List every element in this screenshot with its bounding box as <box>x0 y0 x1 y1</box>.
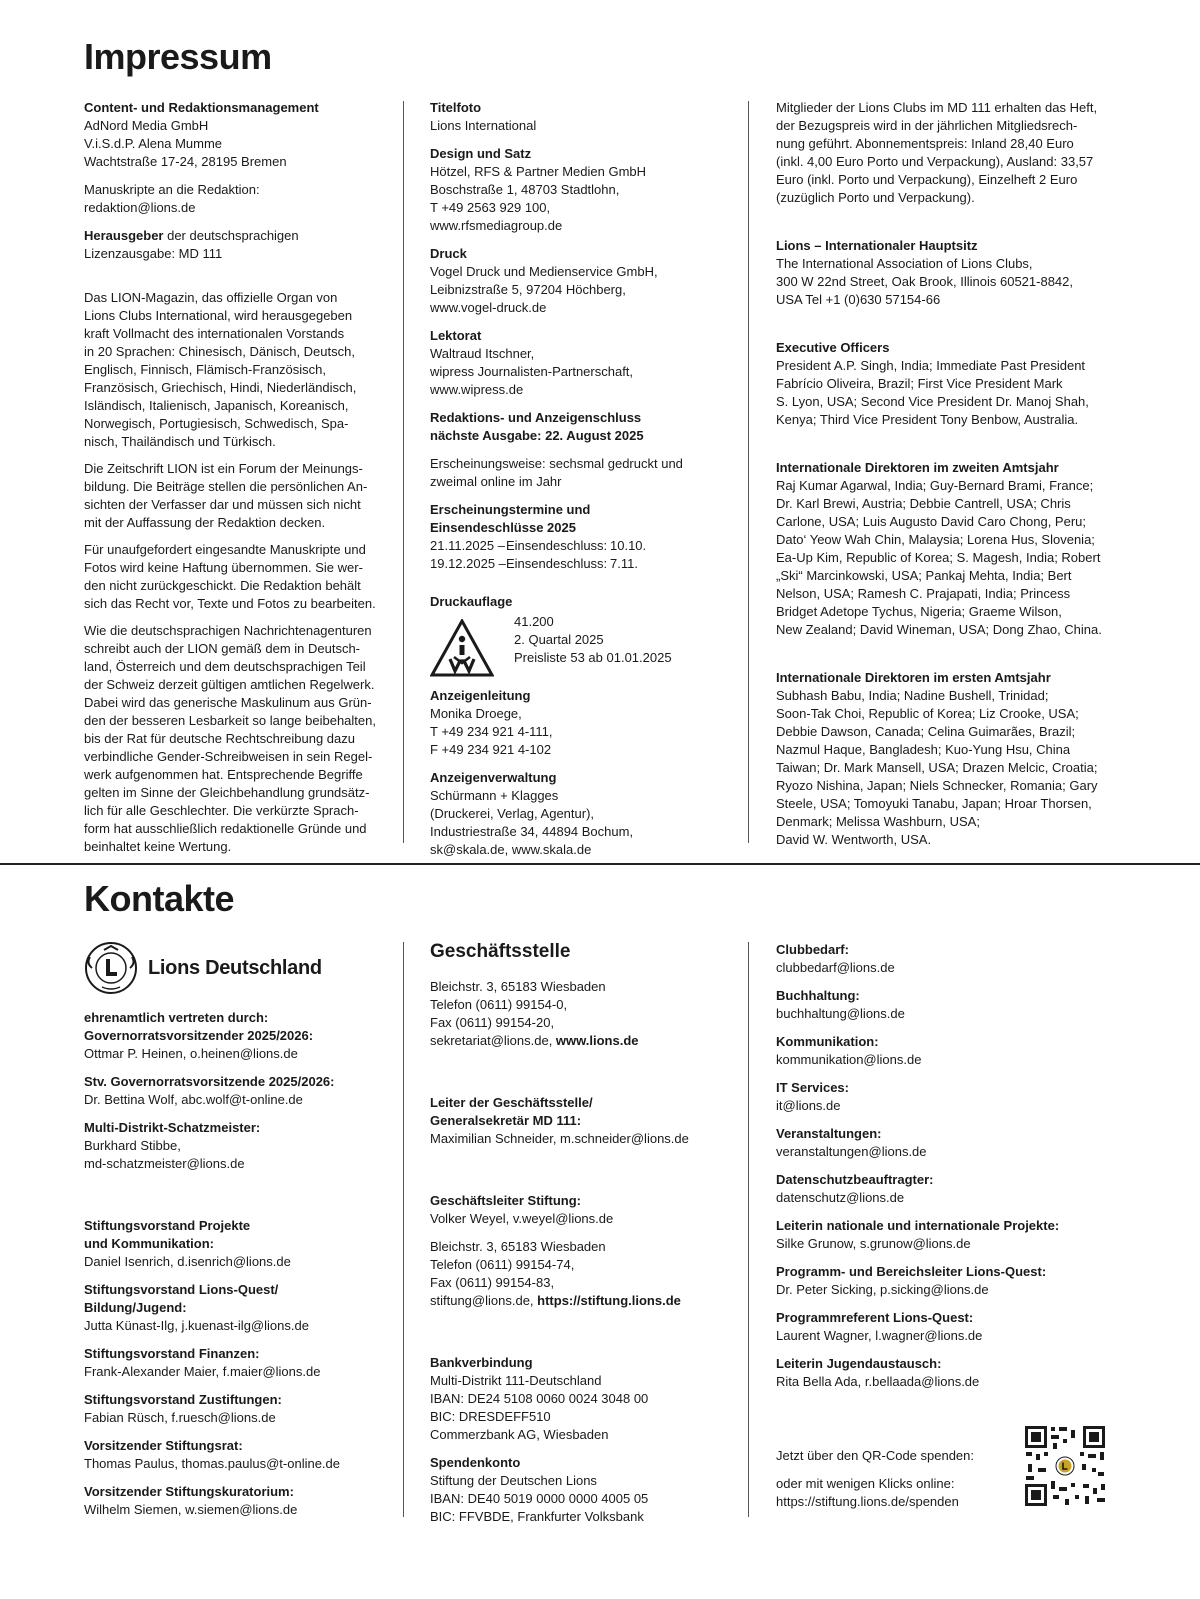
block-title: Anzeigenverwaltung <box>430 770 557 785</box>
iban-line: IBAN: DE24 5108 0060 0024 3048 00 <box>430 1391 649 1406</box>
contact-block <box>84 1009 384 1063</box>
publisher-block <box>84 227 384 263</box>
block-line: AdNord Media GmbH <box>84 118 209 133</box>
block-title: Multi-Distrikt-Schatzmeister: <box>84 1120 261 1135</box>
contact-block <box>84 1119 384 1173</box>
design-block <box>430 145 715 235</box>
text-line: gelten im Sinne der Gleichbehandlung grundsätz- <box>84 785 370 800</box>
impressum-column-2 <box>430 99 715 869</box>
email-link[interactable]: md-schatzmeister@lions.de <box>84 1156 245 1171</box>
block-line: Ryozo Nishina, Japan; Niels Schnecker, Romania; Gary <box>776 778 1098 793</box>
block-line: (Druckerei, Verlag, Agentur), <box>430 806 595 821</box>
block-title: Lions – Internationaler Hauptsitz <box>776 238 978 253</box>
paragraph-forum <box>84 460 384 532</box>
section-divider <box>0 863 1200 865</box>
text-line: der Bezugspreis wird in der jährlichen Mitgliedsrech- <box>776 118 1078 133</box>
block-title: Stiftungsvorstand Projekte <box>84 1218 251 1233</box>
bank-line: Commerzbank AG, Wiesbaden <box>430 1427 609 1442</box>
block-title: Titelfoto <box>430 100 482 115</box>
text-line: bildung. Die Beiträge stellen die persönlichen An- <box>84 479 368 494</box>
block-title: ehrenamtlich vertreten durch: <box>84 1010 269 1025</box>
block-title: Veranstaltungen: <box>776 1126 882 1141</box>
qr-code-icon[interactable] <box>1024 1425 1106 1507</box>
department-block <box>776 1263 1106 1299</box>
date-value: 19.12.2025 – <box>430 556 506 571</box>
email-link[interactable]: redaktion@lions.de <box>84 200 196 215</box>
block-title: Einsendeschlüsse 2025 <box>430 520 576 535</box>
content-management-block <box>84 99 384 171</box>
text-line: (inkl. 4,00 Euro Porto und Verpackung), Ausland: 33,57 <box>776 154 1094 169</box>
department-block <box>776 1171 1106 1207</box>
text-line: Englisch, Finnisch, Flämisch-Französisch, <box>84 362 327 377</box>
kontakte-column-3 <box>776 941 1106 1511</box>
email-link[interactable]: clubbedarf@lions.de <box>776 960 895 975</box>
block-line: Denmark; Melissa Washburn, USA; <box>776 814 980 829</box>
phone-line: Telefon (0611) 99154-0, <box>430 997 568 1012</box>
web-link[interactable]: www.lions.de <box>555 1033 639 1048</box>
block-title: nächste Ausgabe: 22. August 2025 <box>430 428 644 443</box>
lions-deutschland-brand[interactable] <box>84 941 384 995</box>
text-line: Mitglieder der Lions Clubs im MD 111 erhalten das Heft, <box>776 100 1098 115</box>
contact-line[interactable]: Daniel Isenrich, d.isenrich@lions.de <box>84 1254 291 1269</box>
department-block <box>776 1217 1106 1253</box>
block-line: F +49 234 921 4-102 <box>430 742 552 757</box>
donation-block <box>430 1454 715 1526</box>
qr-caption: Jetzt über den QR-Code spenden: <box>776 1448 975 1463</box>
text-line: kraft Vollmacht des internationalen Vorstands <box>84 326 345 341</box>
block-line: Industriestraße 34, 44894 Bochum, <box>430 824 634 839</box>
publisher-label: Herausgeber <box>84 228 164 243</box>
text-line: Dabei wird das generische Maskulinum aus Grün- <box>84 695 372 710</box>
department-block <box>776 1309 1106 1345</box>
impressum-title: Impressum <box>84 36 272 77</box>
block-line: Monika Droege, <box>430 706 522 721</box>
block-title: Programmreferent Lions-Quest: <box>776 1310 974 1325</box>
text-line: Fotos wird keine Haftung übernommen. Sie wer- <box>84 560 363 575</box>
circulation-period: 2. Quartal 2025 <box>514 632 604 647</box>
block-line: 300 W 22nd Street, Oak Brook, Illinois 60521-8842, <box>776 274 1074 289</box>
contact-line[interactable]: Frank-Alexander Maier, f.maier@lions.de <box>84 1364 321 1379</box>
block-title: Vorsitzender Stiftungskuratorium: <box>84 1484 294 1499</box>
department-block <box>776 1125 1106 1161</box>
executive-officers-block <box>776 339 1106 429</box>
block-title: Stiftungsvorstand Lions-Quest/ <box>84 1282 279 1297</box>
bank-line: Stiftung der Deutschen Lions <box>430 1473 597 1488</box>
block-line: Lions International <box>430 118 537 133</box>
contact-line[interactable]: Silke Grunow, s.grunow@lions.de <box>776 1236 971 1251</box>
block-line: wipress Journalisten-Partnerschaft, <box>430 364 634 379</box>
text-line: Norwegisch, Portugiesisch, Schwedisch, Spa- <box>84 416 349 431</box>
block-title: Datenschutzbeauftragter: <box>776 1172 934 1187</box>
text-line: den nicht zurückgeschickt. Die Redaktion behält <box>84 578 361 593</box>
block-line: Hötzel, RFS & Partner Medien GmbH <box>430 164 647 179</box>
contact-line[interactable]: Rita Bella Ada, r.bellaada@lions.de <box>776 1374 980 1389</box>
kontakte-column-1 <box>84 941 384 1529</box>
block-title: Leiterin Jugendaustausch: <box>776 1356 942 1371</box>
web-link[interactable]: www.vogel-druck.de <box>430 300 547 315</box>
department-block <box>776 1079 1106 1115</box>
block-line: Raj Kumar Agarwal, India; Guy-Bernard Brami, France; <box>776 478 1094 493</box>
block-line: Wachtstraße 17-24, 28195 Bremen <box>84 154 287 169</box>
text-line: den der besseren Lesbarkeit so lange beibehalten, <box>84 713 376 728</box>
text-line: der Schweiz derzeit gültigen amtlichen Regelwerk. <box>84 677 375 692</box>
block-line: „Ski“ Marcinkowski, USA; Pankaj Mehta, India; Bert <box>776 568 1072 583</box>
email-link[interactable]: datenschutz@lions.de <box>776 1190 905 1205</box>
frequency-block <box>430 455 715 491</box>
online-caption: oder mit wenigen Klicks online: <box>776 1476 955 1491</box>
block-title: Spendenkonto <box>430 1455 521 1470</box>
fax-line: Fax (0611) 99154-20, <box>430 1015 555 1030</box>
deadline-value: 10.10. <box>610 538 647 553</box>
block-line: Fabrício Oliveira, Brazil; First Vice President Mark <box>776 376 1063 391</box>
office-block <box>430 978 715 1050</box>
bank-block <box>430 1354 715 1444</box>
membership-block <box>776 99 1106 207</box>
bic-line: BIC: DRESDEFF510 <box>430 1409 551 1424</box>
block-line: Ea-Up Kim, Republic of Korea; S. Magesh, India; Robert <box>776 550 1101 565</box>
druck-block <box>430 245 715 317</box>
block-line: The International Association of Lions Clubs, <box>776 256 1033 271</box>
lions-emblem-icon <box>84 941 138 995</box>
web-link[interactable]: www.wipress.de <box>430 382 524 397</box>
text-line: Französisch, Griechisch, Hindi, Niederländisch, <box>84 380 357 395</box>
block-line: Boschstraße 1, 48703 Stadtlohn, <box>430 182 620 197</box>
block-title: Lektorat <box>430 328 482 343</box>
text-line: verbindliche Gender-Schreibweisen in sein Regel- <box>84 749 373 764</box>
block-line: T +49 234 921 4-111, <box>430 724 553 739</box>
contact-links[interactable]: sk@skala.de, www.skala.de <box>430 842 592 857</box>
titelfoto-block <box>430 99 715 135</box>
column-divider <box>748 942 749 1517</box>
text-line: Wie die deutschsprachigen Nachrichtenagenturen <box>84 623 372 638</box>
block-line: Schürmann + Klagges <box>430 788 559 803</box>
contact-line[interactable]: Laurent Wagner, l.wagner@lions.de <box>776 1328 983 1343</box>
contact-line[interactable]: Dr. Peter Sicking, p.sicking@lions.de <box>776 1282 989 1297</box>
date-row <box>430 555 715 573</box>
block-line: Carlone, USA; Luis Augusto David Caro Chong, Peru; <box>776 514 1087 529</box>
kontakte-column-2 <box>430 941 715 1536</box>
department-block <box>776 987 1106 1023</box>
block-line: USA Tel +1 (0)630 57154-66 <box>776 292 941 307</box>
bic-line: BIC: FFVBDE, Frankfurter Volksbank <box>430 1509 644 1524</box>
paragraph-lion-magazine <box>84 289 384 451</box>
donation-link[interactable]: https://stiftung.lions.de/spenden <box>776 1494 959 1509</box>
anzeigenleitung-block <box>430 687 715 759</box>
date-label: Einsendeschluss: <box>506 556 608 571</box>
block-title: Druckauflage <box>430 594 513 609</box>
block-line: Kenya; Third Vice President Tony Benbow, Australia. <box>776 412 1079 427</box>
date-value: 21.11.2025 – <box>430 538 505 553</box>
impressum-column-1 <box>84 99 384 865</box>
block-title: Generalsekretär MD 111: <box>430 1113 582 1128</box>
block-line: Subhash Babu, India; Nadine Bushell, Trinidad; <box>776 688 1049 703</box>
block-title: Vorsitzender Stiftungsrat: <box>84 1438 243 1453</box>
date-row <box>430 537 715 555</box>
block-line: Steele, USA; Tomoyuki Tanabu, Japan; Hroar Thorsen, <box>776 796 1092 811</box>
date-label: Einsendeschluss: <box>506 538 608 553</box>
address-line: Bleichstr. 3, 65183 Wiesbaden <box>430 979 606 994</box>
block-line: Nelson, USA; Ramesh C. Prajapati, India; Princess <box>776 586 1071 601</box>
block-title: Bildung/Jugend: <box>84 1300 187 1315</box>
office-heading: Geschäftsstelle <box>430 941 571 962</box>
block-title: Internationale Direktoren im zweiten Amtsjahr <box>776 460 1059 475</box>
email-link[interactable]: it@lions.de <box>776 1098 841 1113</box>
contact-block <box>84 1391 384 1427</box>
contact-block <box>84 1217 384 1271</box>
block-title: Geschäftsleiter Stiftung: <box>430 1193 581 1208</box>
contact-block <box>84 1281 384 1335</box>
block-line: Vogel Druck und Medienservice GmbH, <box>430 264 658 279</box>
block-line: President A.P. Singh, India; Immediate Past President <box>776 358 1086 373</box>
deadline-block <box>430 409 715 445</box>
web-link[interactable]: www.rfsmediagroup.de <box>430 218 563 233</box>
text-line: werk aufgenommen hat. Entsprechende Begriffe <box>84 767 363 782</box>
column-divider <box>403 101 404 843</box>
circulation-block <box>430 593 715 677</box>
block-title: Stiftungsvorstand Zustiftungen: <box>84 1392 282 1407</box>
block-title: Bankverbindung <box>430 1355 533 1370</box>
department-block <box>776 1355 1106 1391</box>
directors-first-year-block <box>776 669 1106 849</box>
block-title: Leiter der Geschäftsstelle/ <box>430 1095 593 1110</box>
text-line: Euro (inkl. Porto und Verpackung), Einzelheft 2 Euro <box>776 172 1078 187</box>
contact-line[interactable]: Thomas Paulus, thomas.paulus@t-online.de <box>84 1456 341 1471</box>
fax-line: Fax (0611) 99154-83, <box>430 1275 555 1290</box>
contact-line[interactable]: Dr. Bettina Wolf, abc.wolf@t-online.de <box>84 1092 303 1107</box>
general-secretary-block <box>430 1094 715 1148</box>
email-link[interactable]: stiftung@lions.de, <box>430 1293 538 1308</box>
block-line: New Zealand; David Wineman, USA; Dong Zhao, China. <box>776 622 1102 637</box>
block-title: Redaktions- und Anzeigenschluss <box>430 410 642 425</box>
block-line: S. Lyon, USA; Second Vice President Dr. Manoj Shah, <box>776 394 1089 409</box>
price-list: Preisliste 53 ab 01.01.2025 <box>514 650 672 665</box>
block-title: Design und Satz <box>430 146 532 161</box>
text-line: Die Zeitschrift LION ist ein Forum der Meinungs- <box>84 461 363 476</box>
text-line: lich für alle Geschlechter. Die verkürzte Sprach- <box>84 803 359 818</box>
web-link[interactable]: https://stiftung.lions.de <box>537 1293 681 1308</box>
text-line: schreibt auch der LION gemäß dem in Deutsch- <box>84 641 361 656</box>
contact-line[interactable]: Jutta Künast-Ilg, j.kuenast-ilg@lions.de <box>84 1318 309 1333</box>
manuscripts-block <box>84 181 384 217</box>
foundation-manager-block <box>430 1192 715 1228</box>
block-line: Lizenzausgabe: MD 111 <box>84 246 223 261</box>
text-line: land, Österreich und dem deutschsprachigen Teil <box>84 659 366 674</box>
text-line: sichten der Verfasser dar und müssen sich nicht <box>84 497 361 512</box>
kontakte-title: Kontakte <box>84 878 235 919</box>
department-block <box>776 941 1106 977</box>
block-title: Anzeigenleitung <box>430 688 531 703</box>
bank-line: Multi-Distrikt 111-Deutschland <box>430 1373 602 1388</box>
contact-block <box>84 1483 384 1519</box>
block-line: Waltraud Itschner, <box>430 346 535 361</box>
text-line: Für unaufgefordert eingesandte Manuskripte und <box>84 542 366 557</box>
contact-line[interactable]: Ottmar P. Heinen, o.heinen@lions.de <box>84 1046 298 1061</box>
text-line: mit der Auffassung der Redaktion decken. <box>84 515 326 530</box>
email-link[interactable]: veranstaltungen@lions.de <box>776 1144 927 1159</box>
contact-line[interactable]: Volker Weyel, v.weyel@lions.de <box>430 1211 614 1226</box>
block-title: Erscheinungstermine und <box>430 502 591 517</box>
lektorat-block <box>430 327 715 399</box>
text-line: Isländisch, Italienisch, Japanisch, Koreanisch, <box>84 398 349 413</box>
block-title: Internationale Direktoren im ersten Amtsjahr <box>776 670 1051 685</box>
contact-line[interactable]: Maximilian Schneider, m.schneider@lions.de <box>430 1131 689 1146</box>
contact-line[interactable]: Wilhelm Siemen, w.siemen@lions.de <box>84 1502 298 1517</box>
publisher-text: der deutschsprachigen <box>163 228 299 243</box>
iban-line: IBAN: DE40 5019 0000 0000 4005 05 <box>430 1491 649 1506</box>
dates-block <box>430 501 715 573</box>
block-title: Leiterin nationale und internationale Projekte: <box>776 1218 1060 1233</box>
block-line: Bridget Adetope Tychus, Nigeria; Graeme Wilson, <box>776 604 1062 619</box>
directors-second-year-block <box>776 459 1106 639</box>
contact-block <box>84 1437 384 1473</box>
address-line: Bleichstr. 3, 65183 Wiesbaden <box>430 1239 606 1254</box>
block-title: Governorratsvorsitzender 2025/2026: <box>84 1028 314 1043</box>
block-line: zweimal online im Jahr <box>430 474 562 489</box>
foundation-address-block <box>430 1238 715 1310</box>
text-line: Lions Clubs International, wird herausgegeben <box>84 308 353 323</box>
block-line: Dato‘ Yeow Wah Chin, Malaysia; Lorena Hus, Slovenia; <box>776 532 1095 547</box>
brand-name: Lions Deutschland <box>148 957 322 979</box>
block-title: IT Services: <box>776 1080 849 1095</box>
block-title: Kommunikation: <box>776 1034 879 1049</box>
contact-block <box>84 1345 384 1381</box>
block-title: und Kommunikation: <box>84 1236 214 1251</box>
block-title: Programm- und Bereichsleiter Lions-Quest: <box>776 1264 1047 1279</box>
block-line: Debbie Dawson, Canada; Celina Guimarães, Brazil; <box>776 724 1076 739</box>
donation-qr-section <box>776 1447 1106 1511</box>
email-link[interactable]: buchhaltung@lions.de <box>776 1006 905 1021</box>
anzeigenverwaltung-block <box>430 769 715 859</box>
block-line: Leibnizstraße 5, 97204 Höchberg, <box>430 282 626 297</box>
column-divider <box>748 101 749 843</box>
circulation-value: 41.200 <box>514 614 554 629</box>
block-title: Stiftungsvorstand Finanzen: <box>84 1346 260 1361</box>
text-line: bis der Rat für deutsche Rechtschreibung dazu <box>84 731 355 746</box>
block-line: Manuskripte an die Redaktion: <box>84 182 260 197</box>
text-line: in 20 Sprachen: Chinesisch, Dänisch, Deutsch, <box>84 344 355 359</box>
department-block <box>776 1033 1106 1069</box>
column-divider <box>403 942 404 1517</box>
email-link[interactable]: kommunikation@lions.de <box>776 1052 922 1067</box>
block-line: Soon-Tak Choi, Republic of Korea; Liz Crooke, USA; <box>776 706 1079 721</box>
ivw-logo-icon <box>430 619 494 677</box>
block-line: Erscheinungsweise: sechsmal gedruckt und <box>430 456 683 471</box>
phone-line: Telefon (0611) 99154-74, <box>430 1257 575 1272</box>
block-title: Executive Officers <box>776 340 890 355</box>
contact-line[interactable]: Fabian Rüsch, f.ruesch@lions.de <box>84 1410 276 1425</box>
text-line: sich das Recht vor, Texte und Fotos zu bearbeiten. <box>84 596 376 611</box>
block-title: Buchhaltung: <box>776 988 860 1003</box>
text-line: (zuzüglich Porto und Verpackung). <box>776 190 975 205</box>
block-title: Content- und Redaktionsmanagement <box>84 100 319 115</box>
paragraph-gender <box>84 622 384 856</box>
text-line: beinhaltet keine Wertung. <box>84 839 232 854</box>
text-line: Das LION-Magazin, das offizielle Organ von <box>84 290 338 305</box>
block-line: Dr. Karl Brewi, Austria; Debbie Cantrell, USA; Chris <box>776 496 1071 511</box>
block-line: David W. Wentworth, USA. <box>776 832 932 847</box>
headquarters-block <box>776 237 1106 309</box>
paragraph-manuscripts <box>84 541 384 613</box>
text-line: form hat ausschließlich redaktionelle Gründe und <box>84 821 367 836</box>
block-title: Druck <box>430 246 467 261</box>
text-line: nisch, Thailändisch und Türkisch. <box>84 434 276 449</box>
impressum-column-3 <box>776 99 1106 859</box>
contact-block <box>84 1073 384 1109</box>
email-link[interactable]: sekretariat@lions.de, <box>430 1033 556 1048</box>
block-line: T +49 2563 929 100, <box>430 200 551 215</box>
contact-line: Burkhard Stibbe, <box>84 1138 181 1153</box>
deadline-value: 7.11. <box>610 556 638 571</box>
block-title: Clubbedarf: <box>776 942 849 957</box>
block-line: V.i.S.d.P. Alena Mumme <box>84 136 223 151</box>
block-line: Nazmul Haque, Bangladesh; Kuo-Yung Hsu, China <box>776 742 1071 757</box>
block-title: Stv. Governorratsvorsitzende 2025/2026: <box>84 1074 335 1089</box>
block-line: Taiwan; Dr. Mark Mansell, USA; Drazen Melcic, Croatia; <box>776 760 1098 775</box>
text-line: nung geführt. Abonnementspreis: Inland 28,40 Euro <box>776 136 1074 151</box>
